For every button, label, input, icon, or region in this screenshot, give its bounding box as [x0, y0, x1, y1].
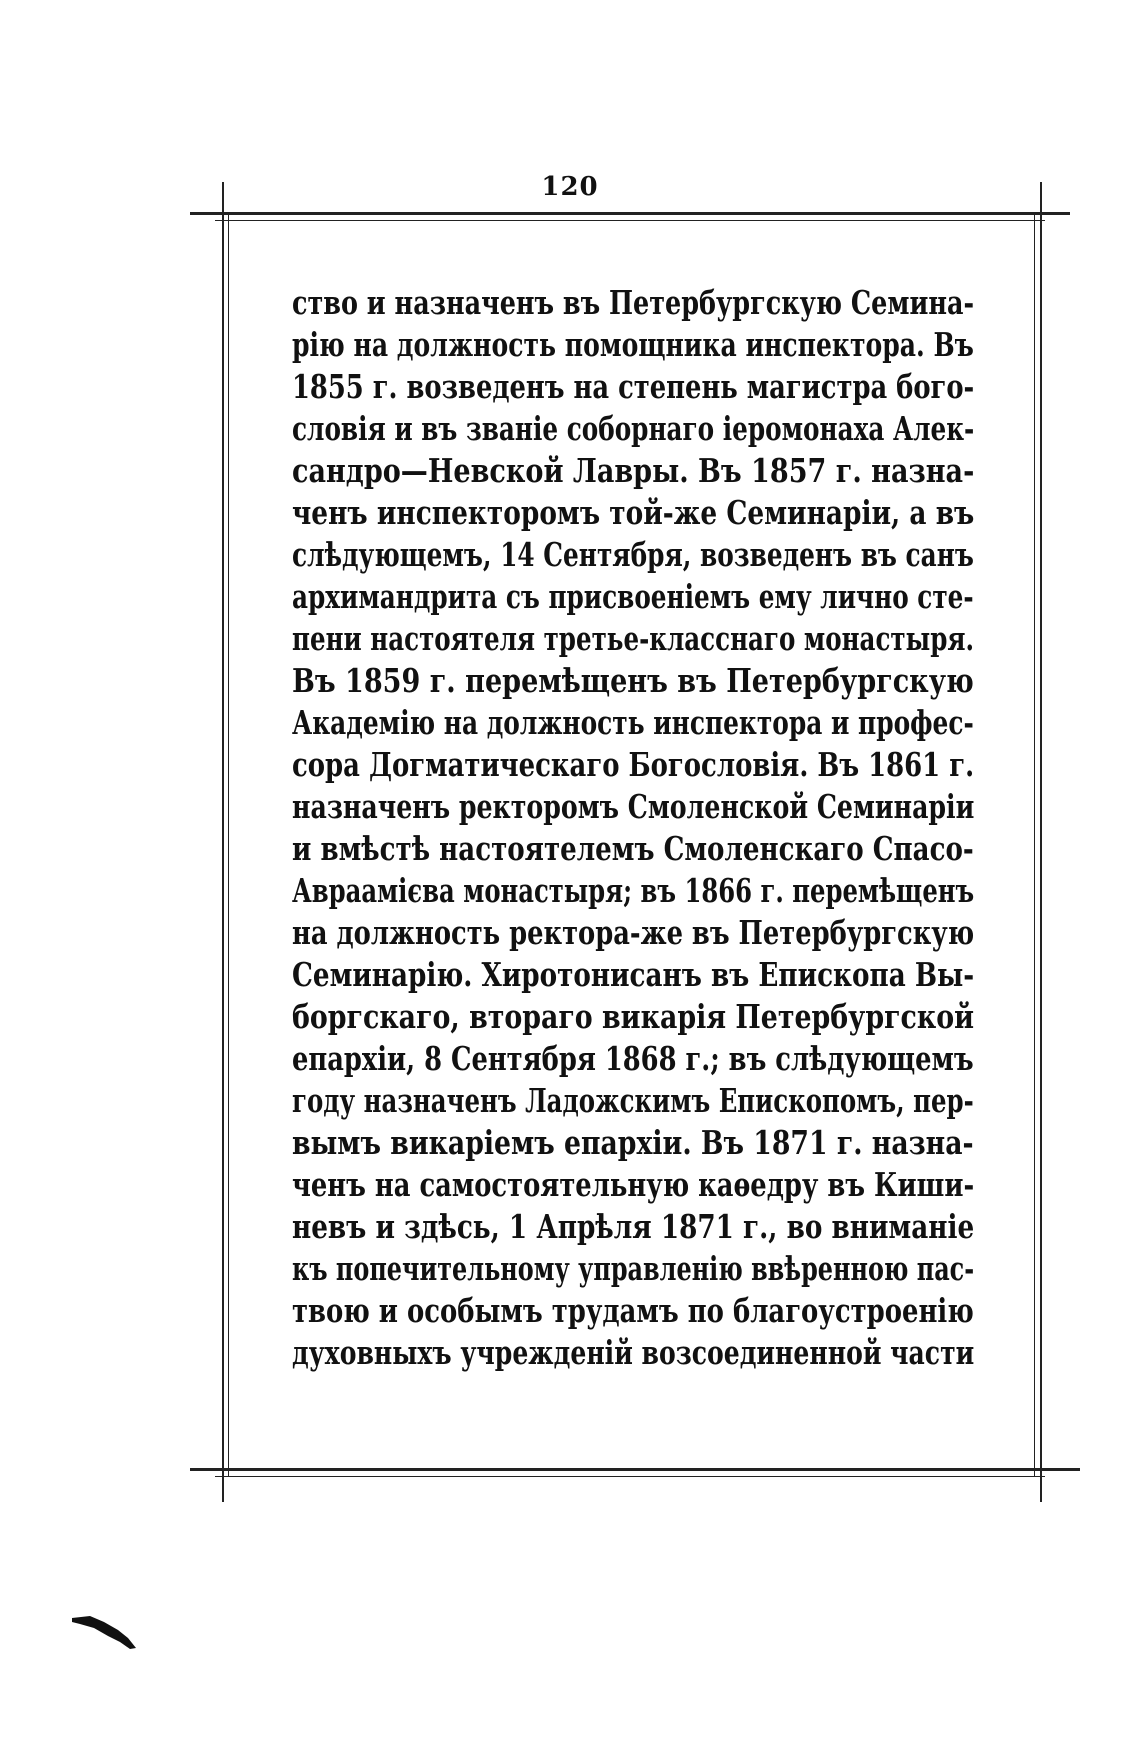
text-line: слѣдующемъ, 14 Сентября, возведенъ въ санъ	[292, 535, 974, 574]
text-line: рію на должность помощника инспектора. Въ	[292, 325, 974, 364]
text-line: ченъ на самостоятельную каѳедру въ Киши-	[292, 1165, 975, 1204]
text-line: невъ и здѣсь, 1 Апрѣля 1871 г., во вниманіе	[292, 1207, 975, 1246]
text-line: назначенъ ректоромъ Смоленской Семинаріи	[292, 787, 975, 826]
ink-stain-mark	[70, 1612, 140, 1652]
left-frame-line	[222, 182, 224, 1502]
text-line: Авраамієва монастыря; въ 1866 г. перемѣщенъ	[292, 871, 975, 910]
text-line: боргскаго, втораго викарія Петербургской	[292, 997, 975, 1036]
text-line: и вмѣстѣ настоятелемъ Смоленскаго Спасо-	[292, 829, 974, 868]
text-line: къ попечительному управленію ввѣренною пас-	[292, 1249, 975, 1288]
page-number: 120	[541, 172, 599, 202]
text-line: ченъ инспекторомъ той-же Семинаріи, а въ	[292, 493, 975, 532]
bottom-rule-thick	[190, 1468, 1080, 1471]
right-frame-line	[1040, 182, 1042, 1502]
text-line: словія и въ званіе соборнаго іеромонаха Алек-	[292, 409, 975, 448]
text-line: 1855 г. возведенъ на степень магистра бого-	[292, 367, 975, 406]
top-rule-thick	[190, 212, 1070, 215]
left-frame-line-inner	[228, 212, 229, 1477]
text-line: епархіи, 8 Сентября 1868 г.; въ слѣдующемъ	[292, 1039, 974, 1078]
top-rule-thin	[215, 220, 1045, 221]
text-line: Академію на должность инспектора и профес-	[292, 703, 974, 742]
bottom-rule-thin	[215, 1476, 1045, 1477]
text-line: году назначенъ Ладожскимъ Епископомъ, пер-	[292, 1081, 974, 1120]
text-line: сора Догматическаго Богословія. Въ 1861 г.	[292, 745, 975, 784]
text-line: архимандрита съ присвоеніемъ ему лично сте-	[292, 577, 974, 616]
text-line: Въ 1859 г. перемѣщенъ въ Петербургскую	[292, 661, 974, 700]
right-frame-line-inner	[1034, 212, 1035, 1477]
text-line: пени настоятеля третье-класснаго монастыря.	[292, 619, 975, 658]
body-text	[292, 282, 974, 1374]
text-line: ство и назначенъ въ Петербургскую Семина-	[292, 283, 975, 322]
text-line: сандро—Невской Лавры. Въ 1857 г. назна-	[292, 451, 975, 490]
text-line: твою и особымъ трудамъ по благоустроенію	[292, 1291, 974, 1330]
text-line: духовныхъ учрежденій возсоединенной части	[292, 1333, 975, 1372]
text-line: вымъ викаріемъ епархіи. Въ 1871 г. назна-	[292, 1123, 974, 1162]
text-line: Семинарію. Хиротонисанъ въ Епископа Вы-	[292, 955, 975, 994]
text-line: на должность ректора-же въ Петербургскую	[292, 913, 975, 952]
